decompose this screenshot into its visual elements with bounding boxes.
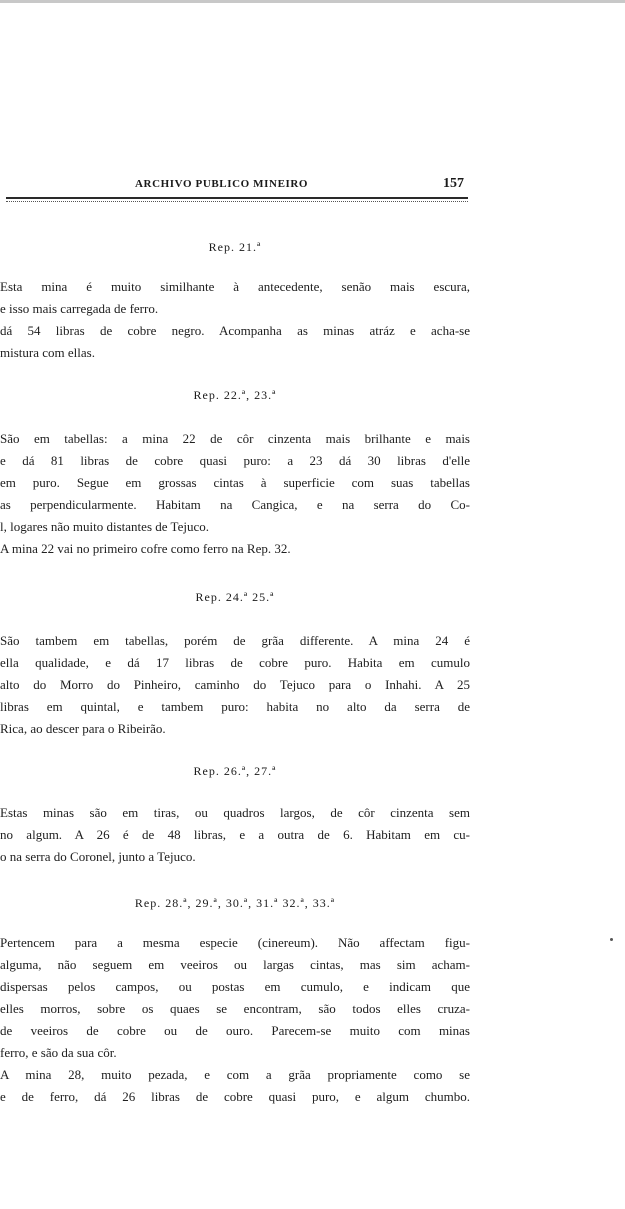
page-number: 157 [443,176,464,191]
header-rule-dotted [6,201,468,202]
text-line: dispersas pelos campos, ou postas em cumulo, e indicam que [0,979,470,994]
text-line: São em tabellas: a mina 22 de côr cinzenta mais brilhante e mais [0,431,470,446]
text-line: São tambem em tabellas, porém de grãa differente. A mina 24 é [0,633,470,648]
text-line: ferro, e são da sua côr. [0,1045,117,1060]
text-line: no algum. A 26 é de 48 libras, e a outra de 6. Habitam em cu- [0,827,470,842]
text-line: Rica, ao descer para o Ribeirão. [0,721,166,736]
running-title: ARCHIVO PUBLICO MINEIRO [135,178,309,190]
text-line: de veeiros de cobre ou de ouro. Parecem-se muito com minas [0,1023,470,1038]
text-line: e isso mais carregada de ferro. [0,301,159,316]
section-heading-rep-24-25: Rep. 24.ª 25.ª [195,590,275,604]
paragraph-rep-24-25 [0,630,470,740]
text-line: Pertencem para a mesma especie (cinereum). Não affectam figu- [0,935,470,950]
text-line: libras em quintal, e tambem puro: habita no alto da serra de [0,699,470,714]
text-line: alguma, não seguem em veeiros ou largas cintas, mas sim acham- [0,957,470,972]
text-line: A mina 28, muito pezada, e com a grãa propriamente como se [0,1067,470,1082]
text-line: e de ferro, dá 26 libras de cobre quasi puro, e algum chumbo. [0,1089,470,1104]
text-line: l, logares não muito distantes de Tejuco. [0,519,209,534]
text-line: e dá 81 libras de cobre quasi puro: a 23 dá 30 libras d'elle [0,453,470,468]
text-line: as perpendicularmente. Habitam na Cangica, e na serra do Co- [0,497,470,512]
paragraph-rep-21 [0,276,470,364]
margin-speck [610,938,613,941]
text-line: alto do Morro do Pinheiro, caminho do Tejuco para o Inhahi. A 25 [0,677,470,692]
running-head [0,176,625,196]
section-heading-rep-26-27: Rep. 26.ª, 27.ª [193,764,277,778]
paragraph-rep-22-23 [0,428,470,560]
section-heading-rep-22-23: Rep. 22.ª, 23.ª [193,388,277,402]
text-line: o na serra do Coronel, junto a Tejuco. [0,849,196,864]
text-line: Estas minas são em tiras, ou quadros largos, de côr cinzenta sem [0,805,470,820]
section-heading-rep-21: Rep. 21.ª [208,240,262,254]
text-line: em puro. Segue em grossas cintas à superficie com suas tabellas [0,475,470,490]
section-heading-rep-28-33: Rep. 28.ª, 29.ª, 30.ª, 31.ª 32.ª, 33.ª [134,896,336,910]
text-line: mistura com ellas. [0,345,95,360]
header-rule [6,197,468,199]
top-edge-rule [0,0,625,3]
text-line: dá 54 libras de cobre negro. Acompanha as minas atráz e acha-se [0,323,470,338]
text-line: ella qualidade, e dá 17 libras de cobre puro. Habita em cumulo [0,655,470,670]
text-line: Esta mina é muito similhante à antecedente, senão mais escura, [0,279,470,294]
text-line: elles morros, sobre os quaes se encontram, são todos elles cruza- [0,1001,470,1016]
paragraph-rep-28-33 [0,932,470,1108]
paragraph-rep-26-27 [0,802,470,868]
text-line: A mina 22 vai no primeiro cofre como ferro na Rep. 32. [0,541,291,556]
